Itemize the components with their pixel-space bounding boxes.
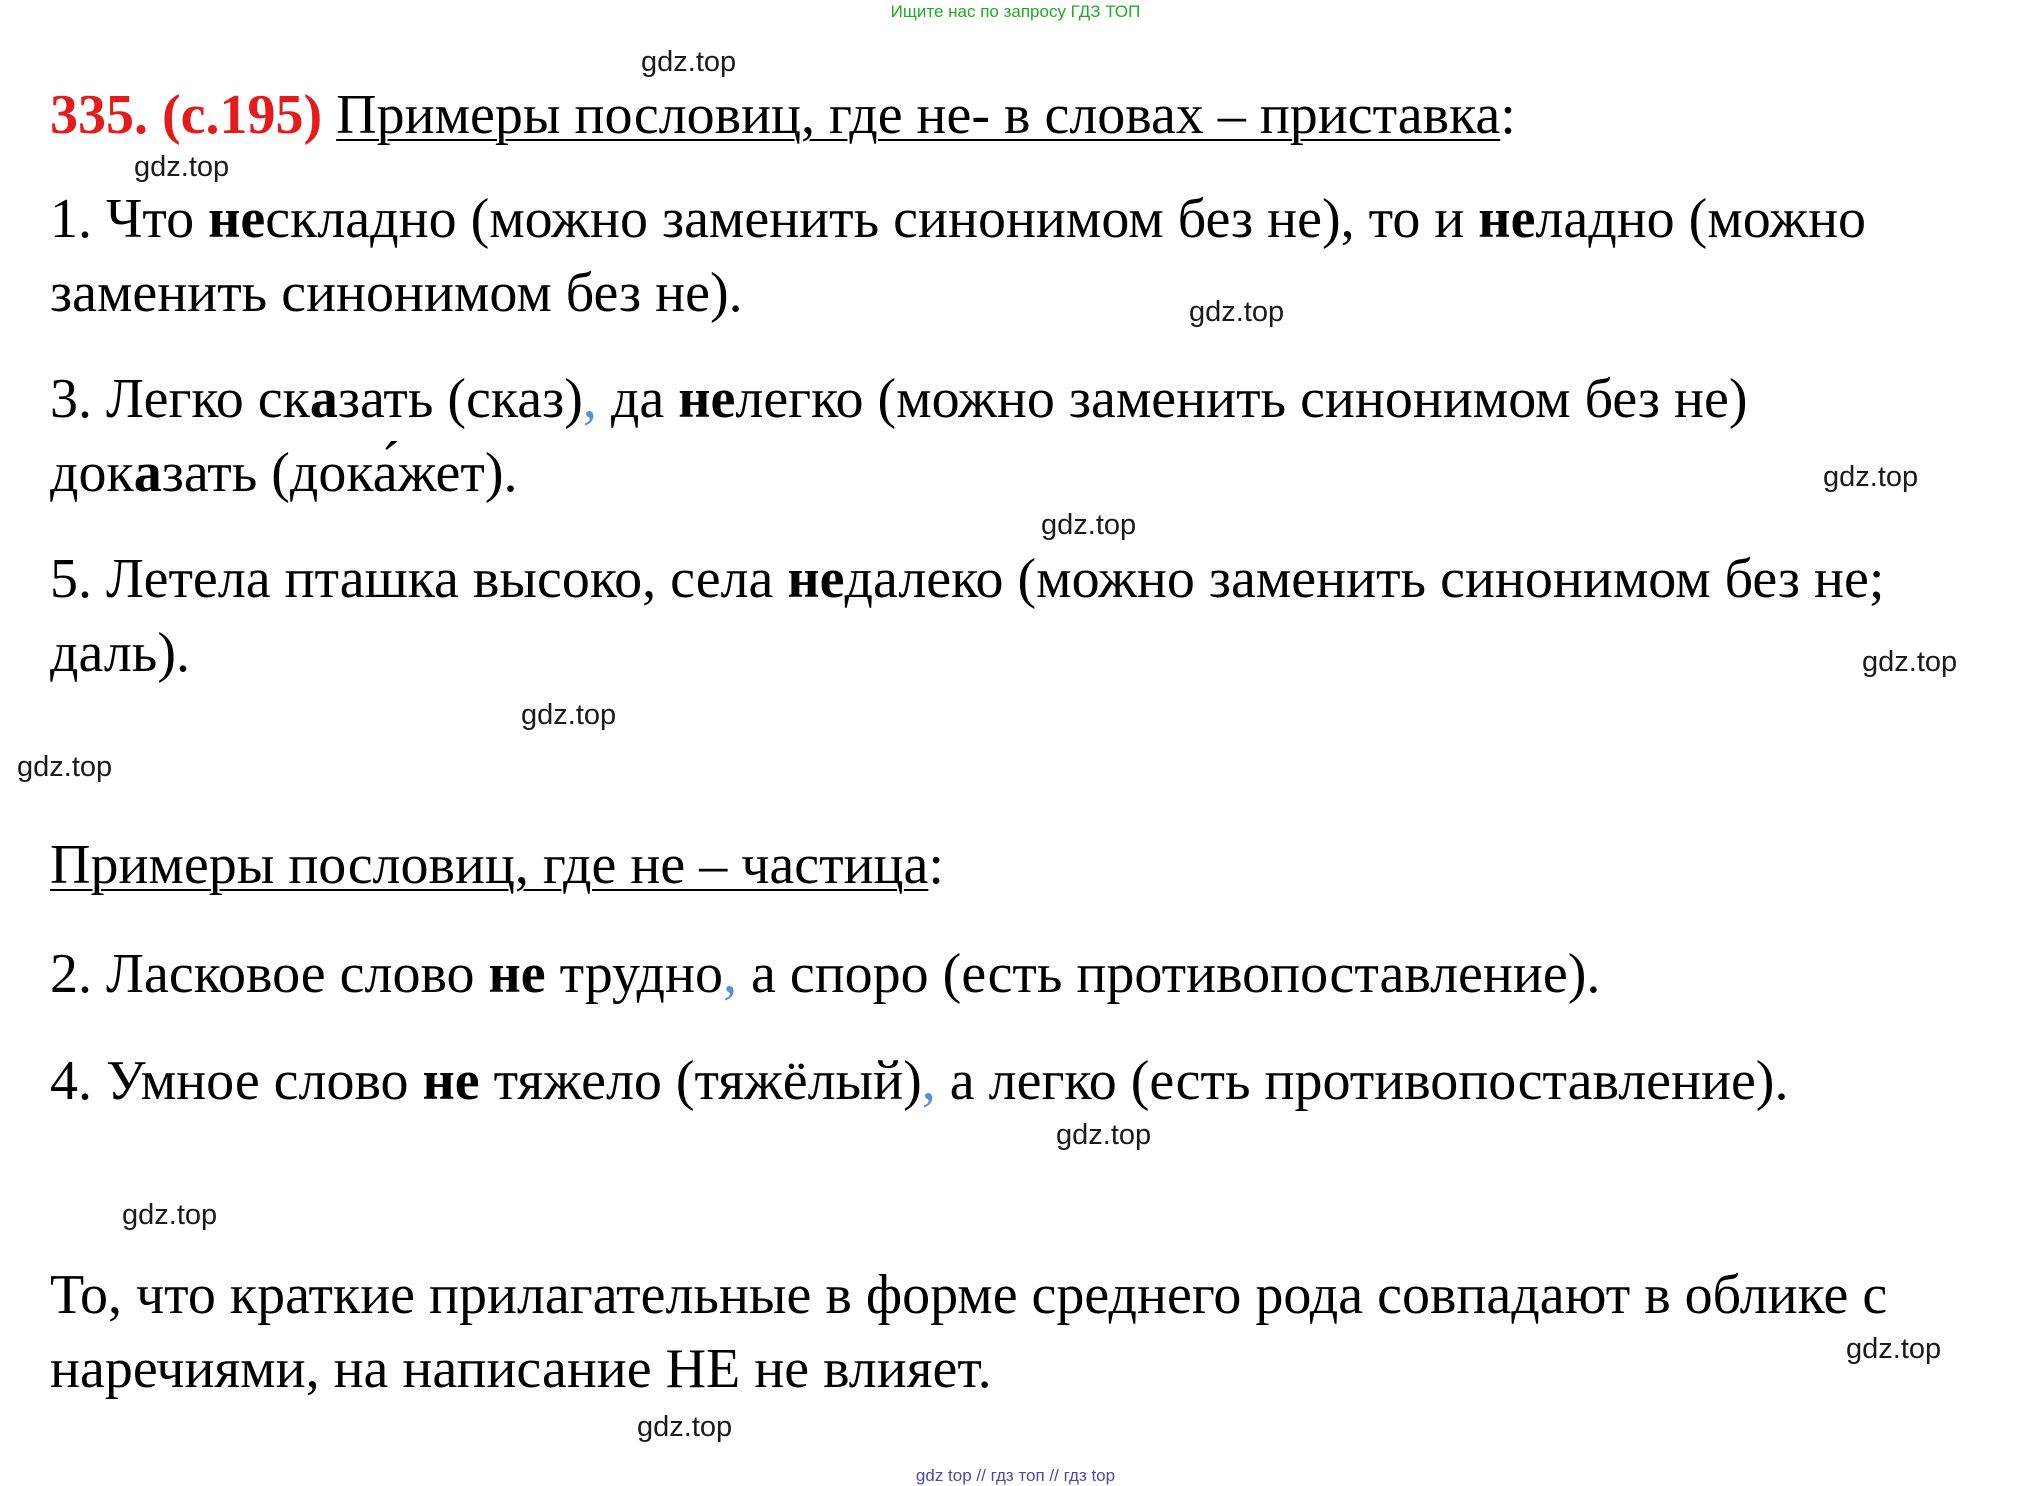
watermark: gdz.top	[1041, 509, 1137, 541]
item-text: зать (сказ)	[337, 368, 583, 430]
item-text: 1. Что	[50, 188, 209, 250]
item-text: заменить синонимом без не).	[50, 262, 743, 324]
highlight-comma: ,	[921, 1050, 936, 1112]
item-text: складно (можно заменить синонимом без не), то и	[265, 188, 1479, 250]
watermark: gdz.top	[1189, 296, 1285, 328]
section-title-prefix: Примеры пословиц, где не- в словах – приставка	[336, 84, 1501, 146]
item-text: а легко (есть противопоставление).	[935, 1050, 1789, 1112]
watermark: gdz.top	[122, 1199, 218, 1231]
item-text: ладно (можно	[1535, 188, 1867, 250]
heading-colon: :	[1500, 84, 1516, 146]
watermark: gdz.top	[1846, 1333, 1942, 1365]
conclusion-text: наречиями, на написание НЕ не влияет.	[50, 1338, 992, 1400]
watermark: gdz.top	[1056, 1119, 1152, 1151]
item-text: трудно	[545, 943, 723, 1005]
watermark: gdz.top	[641, 46, 737, 78]
item-text: зать (дока́жет).	[161, 442, 518, 504]
watermark: gdz.top	[134, 151, 230, 183]
exercise-number: 335. (с.195)	[50, 84, 323, 146]
bold-prefix: не	[787, 548, 845, 610]
proverb-item-3	[50, 362, 1748, 510]
item-text: далеко (можно заменить синонимом без не;	[844, 548, 1885, 610]
watermark: gdz.top	[1862, 646, 1958, 678]
section-title-particle	[50, 828, 944, 902]
watermark: gdz.top	[637, 1411, 733, 1443]
bold-particle: не	[422, 1050, 480, 1112]
highlight-comma: ,	[582, 368, 597, 430]
heading-colon: :	[928, 834, 944, 896]
item-text: легко (можно заменить синонимом без не)	[735, 368, 1748, 430]
item-text: 5. Летела пташка высоко, села	[50, 548, 788, 610]
bold-prefix: не	[678, 368, 736, 430]
watermark: gdz.top	[17, 751, 113, 783]
item-text: 4. Умное слово	[50, 1050, 423, 1112]
proverb-item-2	[50, 937, 1600, 1011]
footer-watermark: gdz top // гдз топ // гдз top	[915, 1466, 1116, 1485]
item-text: 3. Легко ск	[50, 368, 310, 430]
bold-prefix: не	[1478, 188, 1536, 250]
item-text: а споро (есть противопоставление).	[737, 943, 1601, 1005]
item-text: 2. Ласковое слово	[50, 943, 489, 1005]
item-text: док	[50, 442, 134, 504]
bold-prefix: не	[208, 188, 266, 250]
item-text: да	[596, 368, 679, 430]
conclusion-paragraph	[50, 1258, 1887, 1406]
conclusion-text: То, что краткие прилагательные в форме среднего рода совпадают в облике с	[50, 1264, 1888, 1326]
exercise-heading	[50, 78, 1516, 152]
top-banner: Ищите нас по запросу ГДЗ ТОП	[890, 2, 1141, 21]
proverb-item-1	[50, 182, 1866, 330]
proverb-item-5	[50, 542, 1884, 690]
item-text: тяжело (тяжёлый)	[479, 1050, 922, 1112]
watermark: gdz.top	[521, 699, 617, 731]
watermark: gdz.top	[1823, 461, 1919, 493]
bold-letter: а	[309, 368, 338, 430]
section-title-text: Примеры пословиц, где не – частица	[50, 834, 929, 896]
bold-particle: не	[488, 943, 546, 1005]
proverb-item-4	[50, 1044, 1788, 1118]
item-text: даль).	[50, 622, 190, 684]
bold-letter: а	[133, 442, 162, 504]
highlight-comma: ,	[723, 943, 737, 1005]
